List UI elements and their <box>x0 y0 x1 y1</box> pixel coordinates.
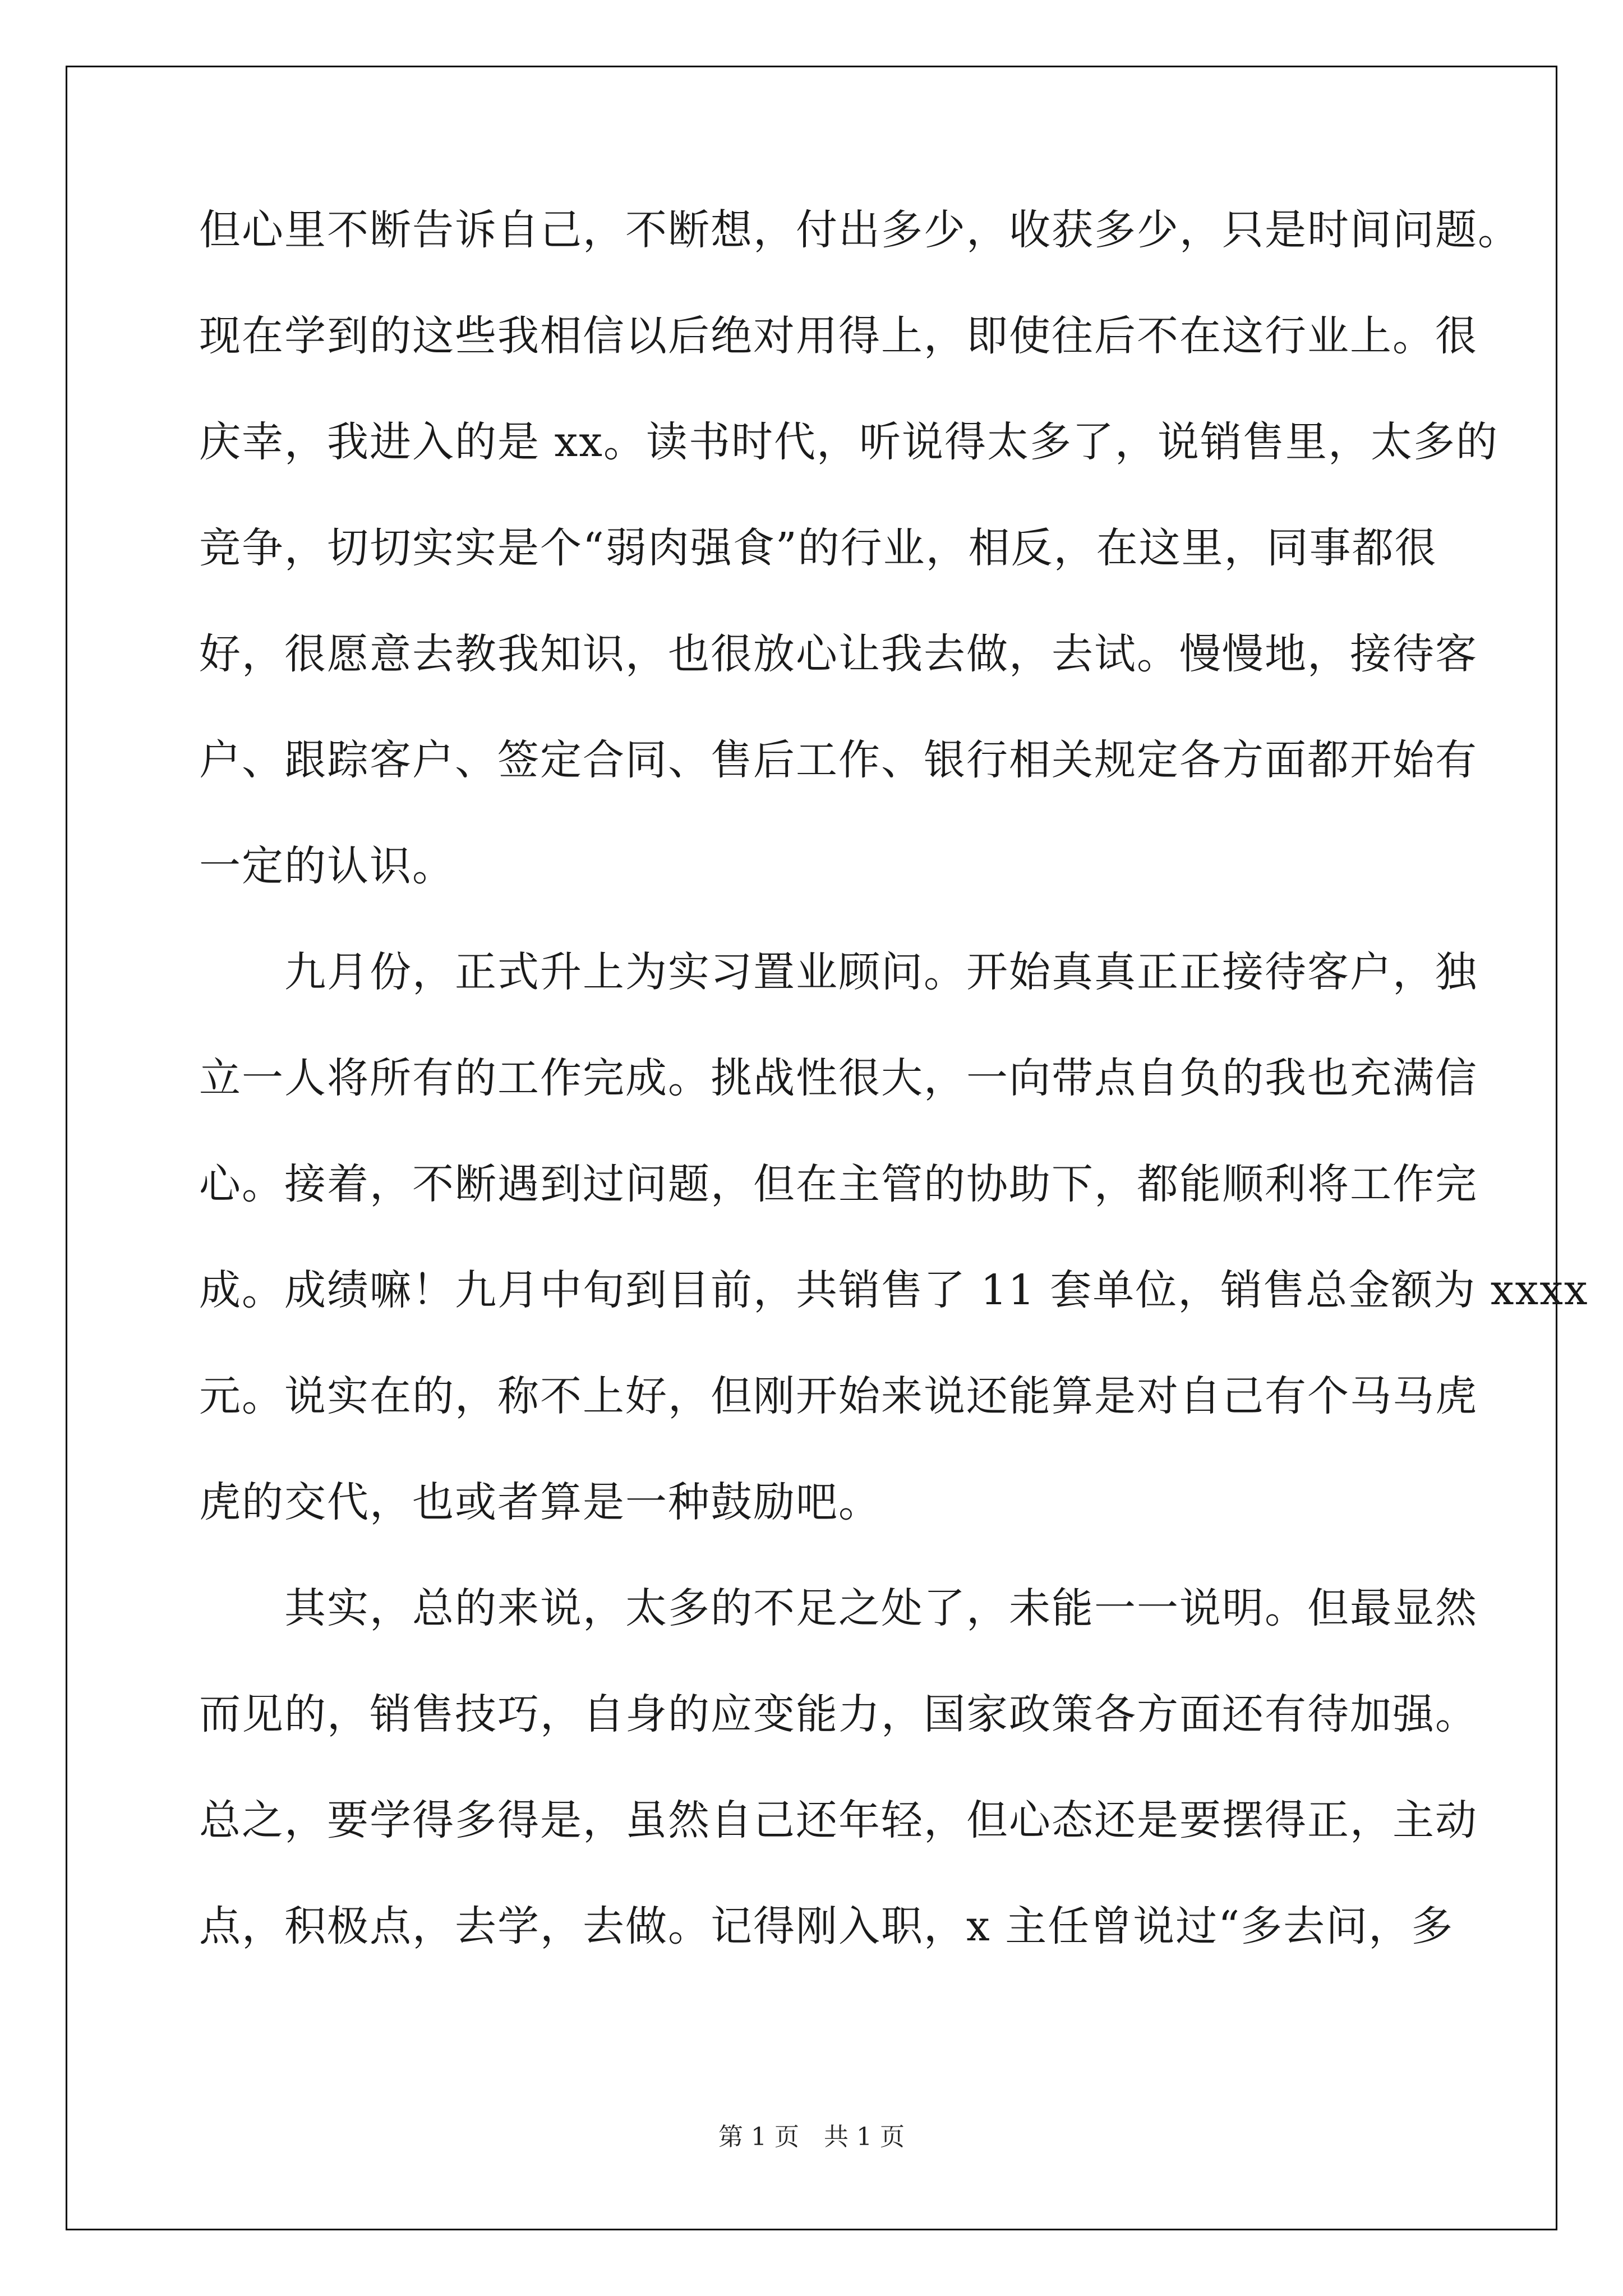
text-line: 户、跟踪客户、签定合同、售后工作、银行相关规定各方面都开始有 <box>199 736 1478 784</box>
text-line: 元。说实在的，称不上好，但刚开始来说还能算是对自己有个马马虎 <box>199 1372 1478 1420</box>
text-line: 虎的交代，也或者算是一种鼓励吧。 <box>199 1478 881 1526</box>
text-line: 好，很愿意去教我知识，也很放心让我去做，去试。慢慢地，接待客 <box>199 630 1478 678</box>
text-line: 其实，总的来说，太多的不足之处了，未能一一说明。但最显然 <box>199 1584 1478 1632</box>
text-line: 竞争，切切实实是个“弱肉强食”的行业，相反，在这里，同事都很 <box>199 524 1437 572</box>
text-line: 庆幸，我进入的是 xx。读书时代，听说得太多了，说销售里，太多的 <box>199 418 1498 466</box>
text-line: 一定的认识。 <box>199 842 455 890</box>
text-line: 立一人将所有的工作完成。挑战性很大，一向带点自负的我也充满信 <box>199 1054 1478 1102</box>
text-line: 现在学到的这些我相信以后绝对用得上，即使往后不在这行业上。很 <box>199 312 1478 360</box>
text-line: 但心里不断告诉自己，不断想，付出多少，收获多少，只是时间问题。 <box>199 206 1520 254</box>
text-line: 成。成绩嘛！九月中旬到目前，共销售了 11 套单位，销售总金额为 xxxx <box>199 1266 1589 1314</box>
text-line: 总之，要学得多得是，虽然自己还年轻，但心态还是要摆得正，主动 <box>199 1796 1478 1844</box>
text-line: 而见的，销售技巧，自身的应变能力，国家政策各方面还有待加强。 <box>199 1690 1478 1738</box>
text-line: 九月份，正式升上为实习置业顾问。开始真真正正接待客户，独 <box>199 948 1478 996</box>
text-line: 心。接着，不断遇到过问题，但在主管的协助下，都能顺利将工作完 <box>199 1160 1478 1208</box>
page-number-footer: 第 1 页 共 1 页 <box>718 2123 905 2151</box>
text-line: 点，积极点，去学，去做。记得刚入职，x 主任曾说过“多去问，多 <box>199 1902 1454 1950</box>
